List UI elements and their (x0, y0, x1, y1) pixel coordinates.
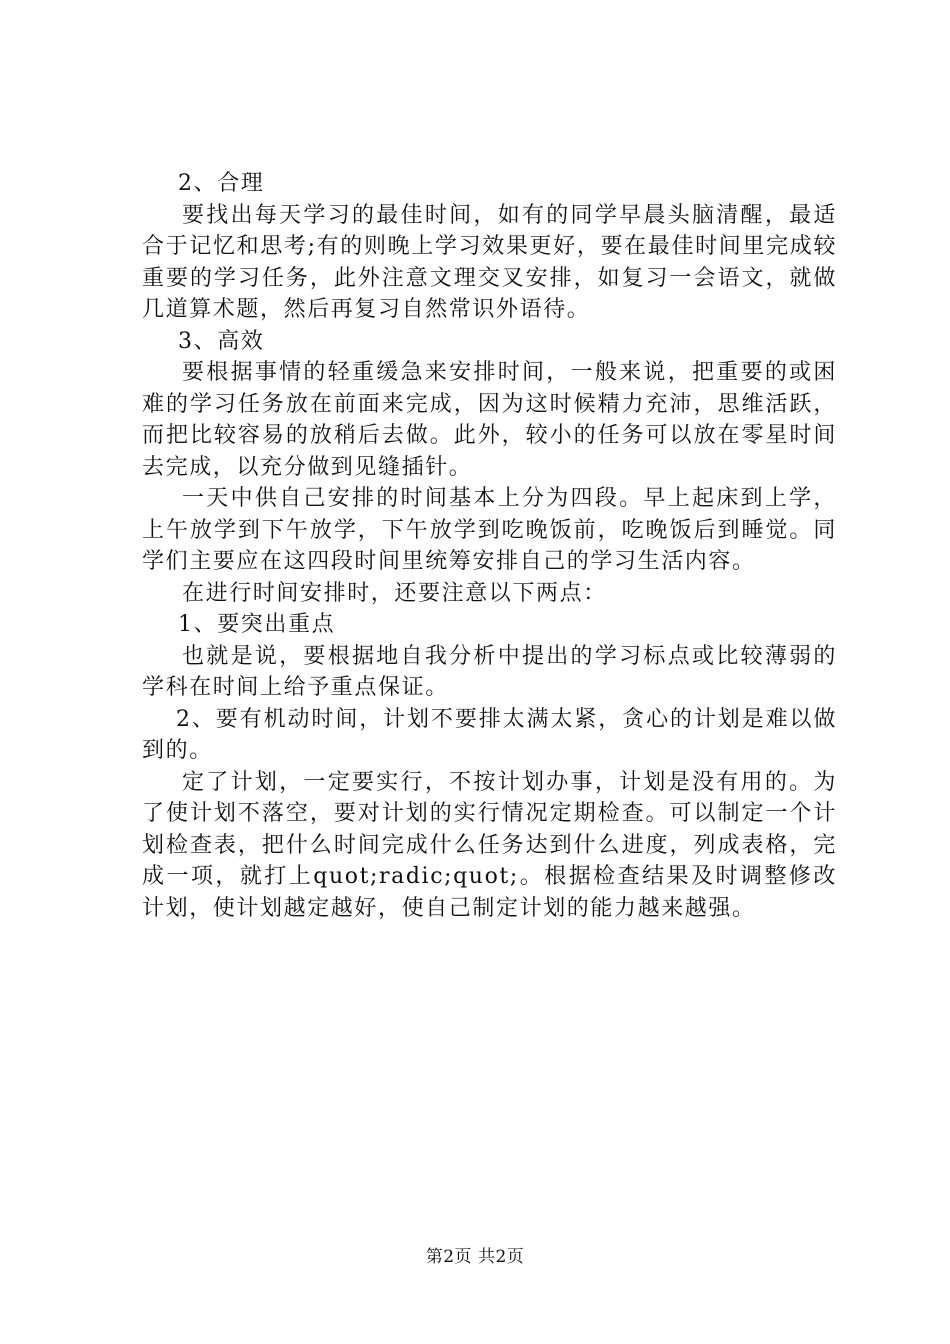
paragraph: 要根据事情的轻重缓急来安排时间，一般来说，把重要的或困难的学习任务放在前面来完成，因为这时候精力充沛，思维活跃，而把比较容易的放稍后去做。此外，较小的任务可以放在零星时间去完成，以充分做到见缝插针。 (142, 360, 837, 480)
paragraph: 2、要有机动时间，计划不要排太满太紧，贪心的计划是难以做到的。 (142, 706, 837, 763)
paragraph: 定了计划，一定要实行，不按计划办事，计划是没有用的。为了使计划不落空，要对计划的实行情况定期检查。可以制定一个计划检查表，把什么时间完成什么任务达到什么进度，列成表格，完成一项，就打上quot;radic;quot;。根据检查结果及时调整修改计划，使计划越定越好，使自己制定计划的能力越来越强。 (142, 769, 837, 921)
section-heading-efficient: 3、高效 (178, 328, 265, 354)
paragraph: 也就是说，要根据地自我分析中提出的学习标点或比较薄弱的学科在时间上给予重点保证。 (142, 643, 837, 700)
paragraph: 要找出每天学习的最佳时间，如有的同学早晨头脑清醒，最适合于记忆和思考;有的则晚上学习效果更好，要在最佳时间里完成较重要的学习任务，此外注意文理交叉安排，如复习一会语文，就做几道算术题，然后再复习自然常识外语待。 (142, 202, 837, 322)
section-heading-priority: 1、要突出重点 (178, 612, 336, 637)
page-footer: 第2页 共2页 (425, 1247, 525, 1267)
paragraph: 在进行时间安排时，还要注意以下两点： (182, 580, 607, 606)
paragraph: 一天中供自己安排的时间基本上分为四段。早上起床到上学，上午放学到下午放学，下午放学到吃晚饭前，吃晚饭后到睡觉。同学们主要应在这四段时间里统筹安排自己的学习生活内容。 (142, 486, 837, 574)
document-body (142, 168, 837, 924)
section-heading-reasonable: 2、合理 (178, 171, 265, 196)
